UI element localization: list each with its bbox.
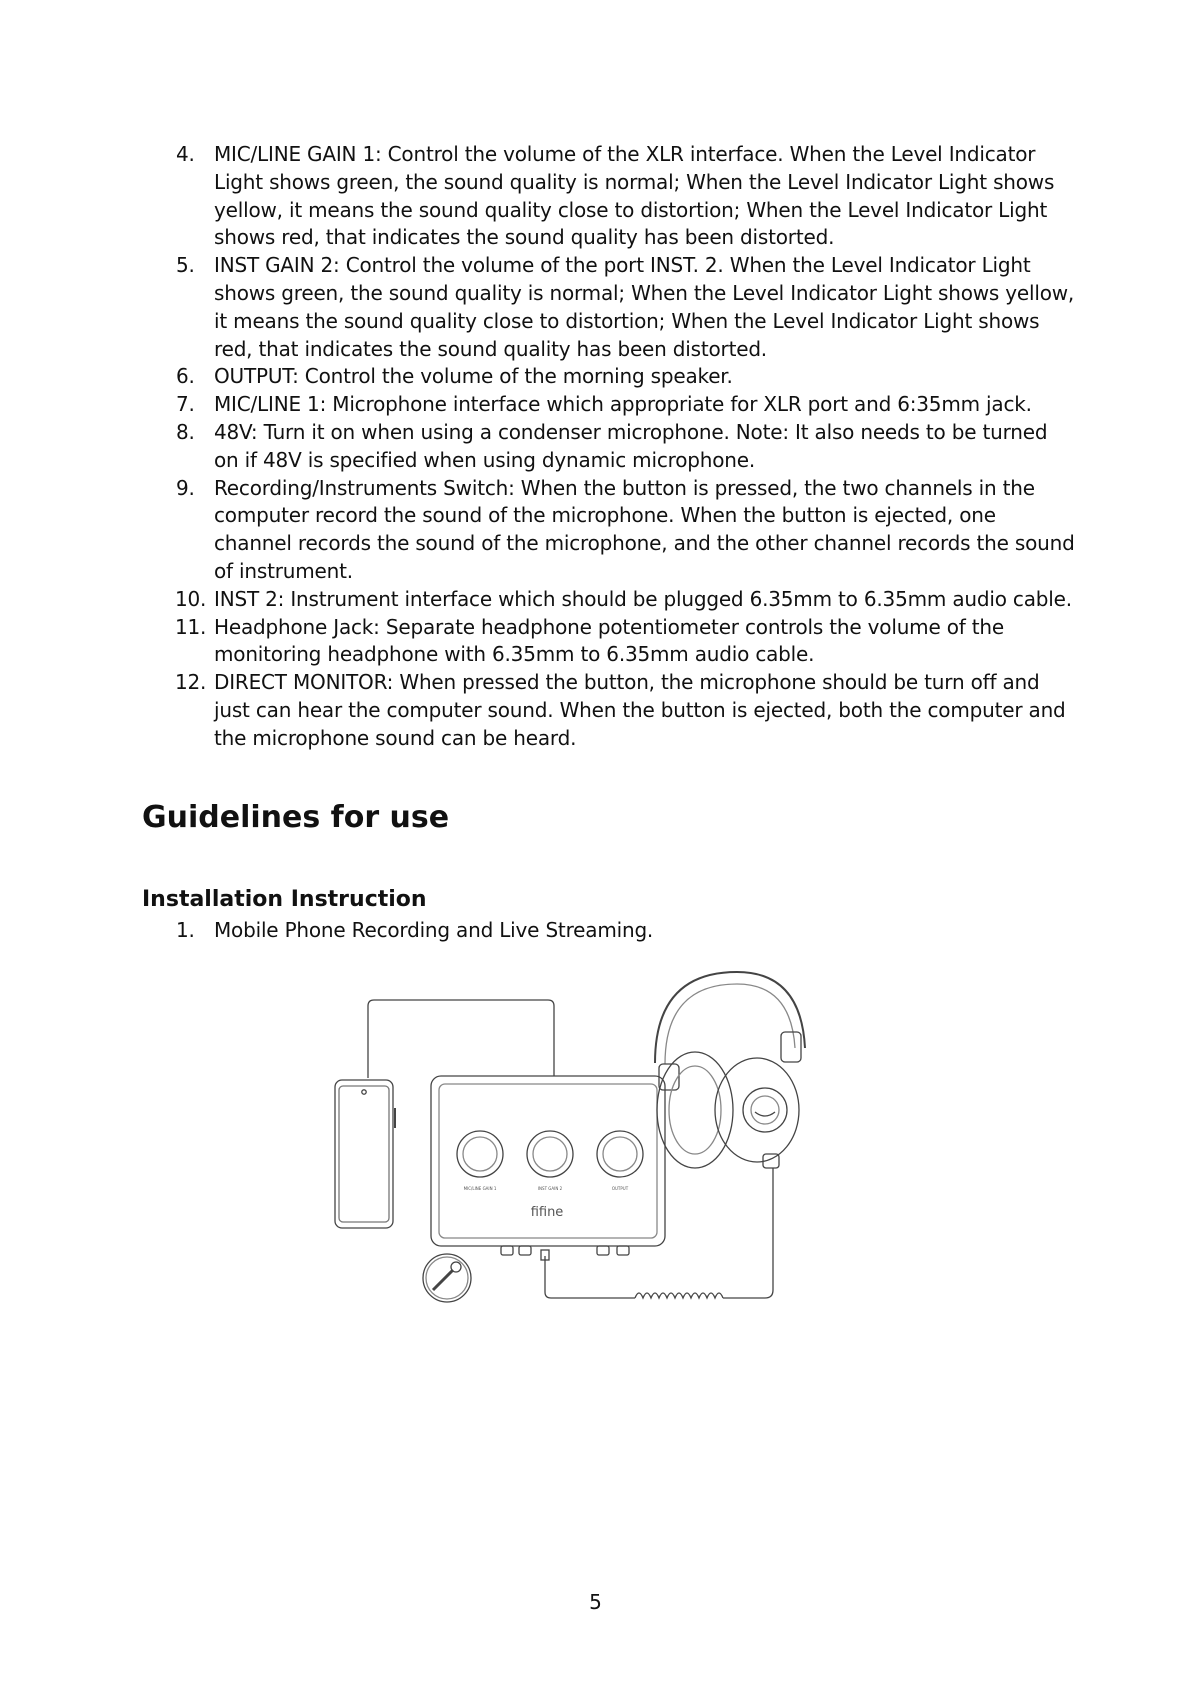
list-item-text: INST GAIN 2: Control the volume of the port INST. 2. When the Level Indicator Light shows green, the sound quality is normal; When the Level Indicator Light shows yellow, it means the sound quality close to distortion; When the Level Indicator Light shows red, that indicates the sound quality has been distorted. [214, 253, 1075, 361]
subsection-title: Installation Instruction [142, 887, 427, 912]
knob-label-1: MIC/LINE GAIN 1 [463, 1186, 497, 1191]
list-item [176, 586, 1076, 614]
page-number: 5 [589, 1590, 602, 1614]
list-item-number: 9. [176, 475, 195, 500]
list-item [176, 363, 1076, 391]
list-item-text: DIRECT MONITOR: When pressed the button, the microphone should be turn off and just can hear the computer sound. When the button is ejected, both the computer and the microphone sound can be heard. [214, 670, 1066, 750]
list-item [176, 614, 1076, 670]
microphone-icon [423, 1254, 471, 1302]
list-item-text: MIC/LINE GAIN 1: Control the volume of the XLR interface. When the Level Indicator Light shows green, the sound quality is normal; When the Level Indicator Light shows yellow, it means the sound quality close to distortion; When the Level Indicator Light shows red, that indicates the sound quality has been distorted. [214, 142, 1055, 250]
list-item-text: Recording/Instruments Switch: When the button is pressed, the two channels in the computer record the sound of the microphone. When the button is ejected, one channel records the sound of the microphone, and the other channel records the sound of instrument. [214, 475, 1075, 583]
audio-interface-illustration [431, 1076, 665, 1255]
mobile-phone-illustration [335, 1080, 395, 1228]
feature-list [176, 141, 1076, 753]
list-item [176, 475, 1076, 586]
list-item-number: 5. [176, 253, 195, 278]
list-item-number: 7. [176, 392, 195, 417]
headphones-illustration [655, 972, 805, 1168]
list-item-number: 1. [176, 918, 195, 942]
list-item-text: Mobile Phone Recording and Live Streaming. [214, 918, 654, 942]
brand-logo: fifine [530, 1205, 564, 1220]
installation-steps [176, 917, 1076, 945]
list-item-number: 10. [175, 586, 207, 611]
list-item [176, 669, 1076, 752]
connection-diagram [325, 968, 865, 1303]
gain-knob-2 [527, 1131, 573, 1177]
list-item-number: 8. [176, 419, 195, 444]
list-item-text: Headphone Jack: Separate headphone potentiometer controls the volume of the monitoring headphone with 6.35mm to 6.35mm audio cable. [214, 614, 1004, 667]
list-item-text: 48V: Turn it on when using a condenser microphone. Note: It also needs to be turned on if 48V is specified when using dynamic microphone. [214, 419, 1048, 472]
list-item-number: 4. [176, 142, 195, 166]
gain-knob-1 [457, 1131, 503, 1177]
list-item-number: 6. [176, 364, 195, 389]
list-item-number: 11. [175, 614, 207, 639]
usb-cable [368, 1000, 554, 1078]
list-item-number: 12. [175, 670, 207, 695]
list-item [176, 391, 1076, 419]
output-knob [597, 1131, 643, 1177]
list-item [176, 917, 1076, 945]
headphone-cable [545, 1256, 635, 1298]
list-item-text: INST 2: Instrument interface which should be plugged 6.35mm to 6.35mm audio cable. [214, 586, 1072, 611]
list-item [176, 419, 1076, 475]
knob-label-2: INST GAIN 2 [537, 1186, 563, 1191]
list-item-text: MIC/LINE 1: Microphone interface which appropriate for XLR port and 6:35mm jack. [214, 392, 1032, 417]
list-item [176, 252, 1076, 363]
list-item-text: OUTPUT: Control the volume of the morning speaker. [214, 364, 733, 389]
knob-label-3: OUTPUT [611, 1186, 629, 1191]
section-title: Guidelines for use [142, 800, 450, 835]
list-item [176, 141, 1076, 252]
